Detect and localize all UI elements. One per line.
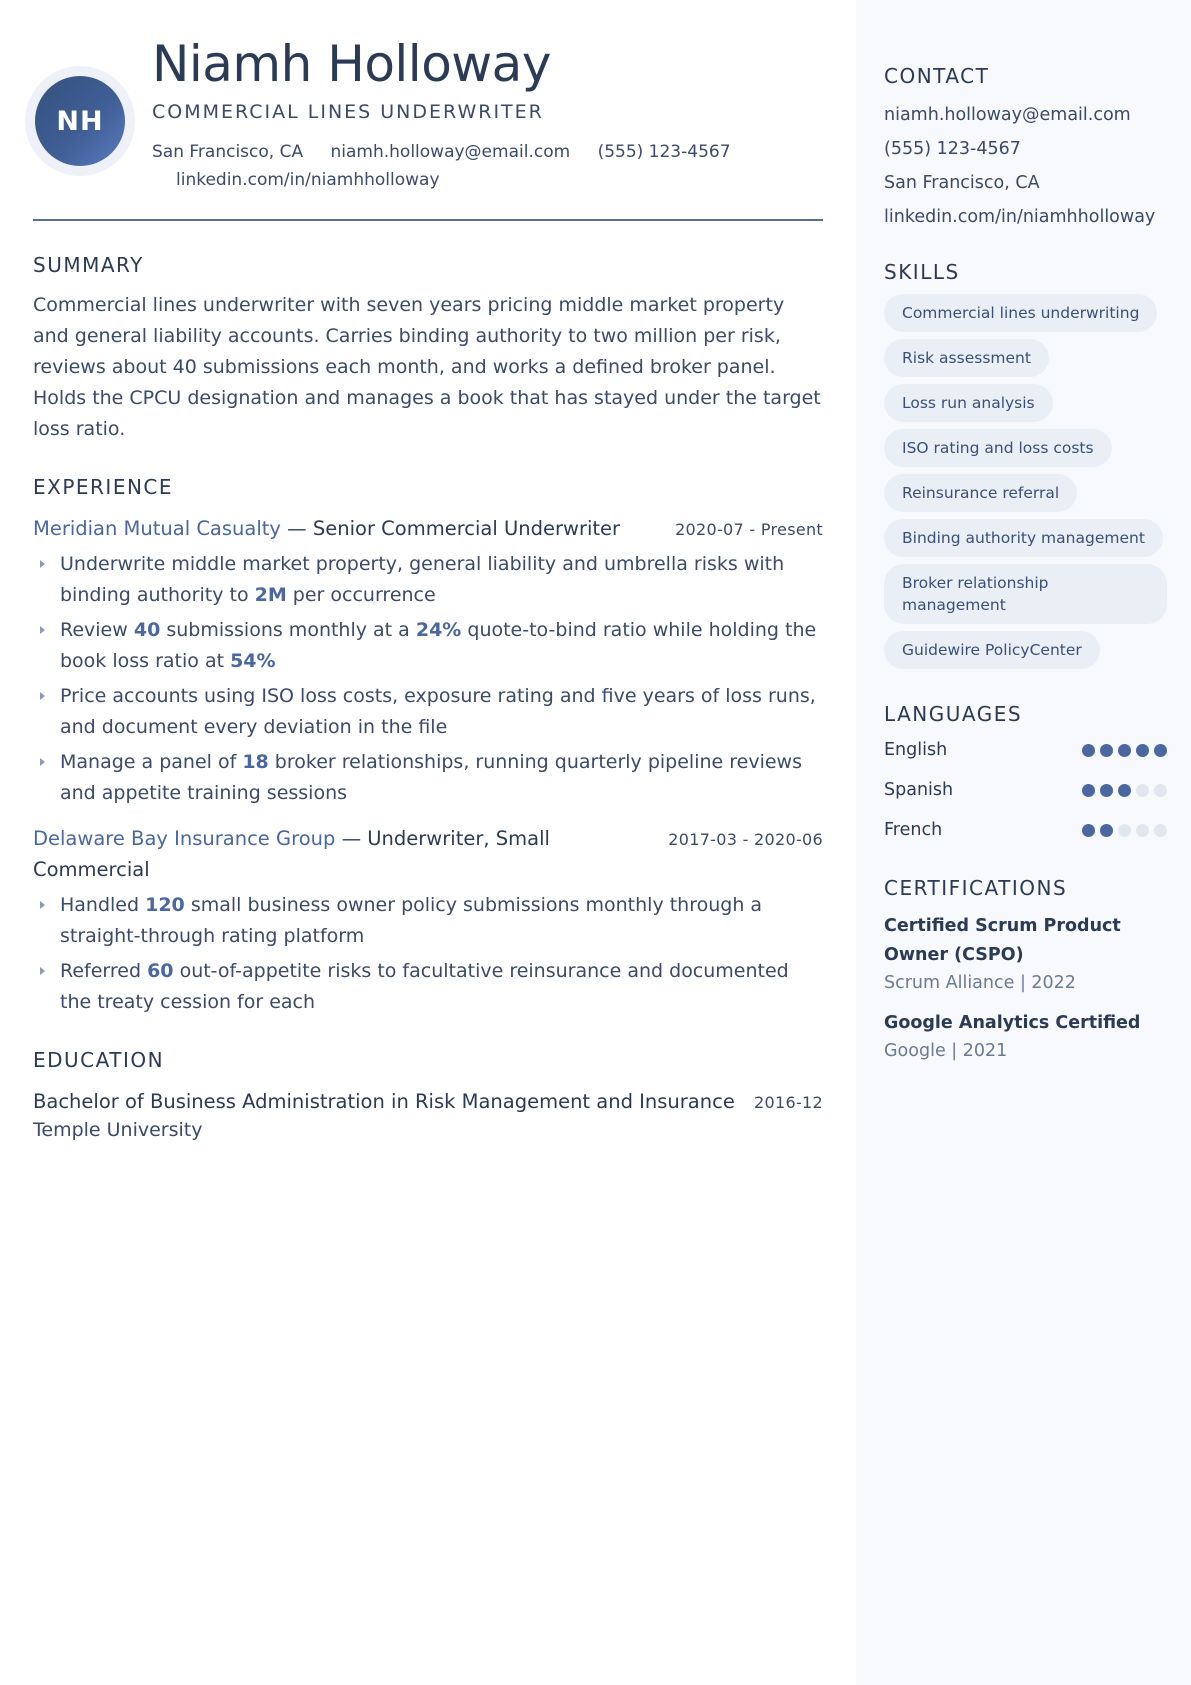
header-divider [33,219,823,221]
experience-list [33,513,823,1018]
summary-heading: SUMMARY [33,253,144,277]
proficiency-dot-empty [1136,784,1149,797]
skill-chip: Loss run analysis [884,384,1053,422]
bullet-text: submissions monthly at a [160,619,416,641]
languages-list [884,730,1167,850]
header-linkedin[interactable]: linkedin.com/in/niamhholloway [176,170,440,190]
skill-row [884,519,1167,564]
skill-row [884,564,1167,631]
job-title [33,823,633,885]
job-bullets [33,549,823,809]
header-phone[interactable]: (555) 123-4567 [597,142,731,162]
highlight-metric: 18 [242,751,269,773]
bullet-item [33,890,823,952]
proficiency-dot-filled [1100,824,1113,837]
summary-text: Commercial lines underwriter with seven years pricing middle market property and general liability accounts. Carries binding authority to two million per risk, reviews about 40 submissions each month, and works a defined broker panel. Holds the CPCU designation and manages a book that has stayed under the target loss ratio. [33,294,821,440]
highlight-metric: 54% [230,650,276,672]
skill-row [884,384,1167,429]
job-bullets [33,890,823,1018]
proficiency-dot-filled [1100,744,1113,757]
proficiency-dot-filled [1082,744,1095,757]
highlight-metric: 24% [415,619,462,641]
skill-row [884,429,1167,474]
sidebar-linkedin[interactable]: linkedin.com/in/niamhholloway [884,207,1156,227]
bullet-text: quote-to-bind ratio while holding the book loss ratio at [60,619,817,672]
candidate-name: Niamh Holloway [152,35,551,93]
header [33,34,823,192]
highlight-metric: 60 [147,960,174,982]
job-title [33,513,620,544]
skills-list [884,294,1167,676]
certification-title: Certified Scrum Product Owner (CSPO) [884,916,1121,965]
bullet-text: Price accounts using ISO loss costs, exposure rating and five years of loss runs, and document every deviation in the file [60,685,816,738]
position-title: Underwriter, Small Commercial [33,827,550,881]
highlight-metric: 120 [145,894,185,916]
proficiency-dots [1082,744,1167,757]
skill-chip: Broker relationship management [884,564,1167,624]
language-name: French [884,820,943,840]
proficiency-dot-filled [1118,784,1131,797]
proficiency-dot-filled [1082,824,1095,837]
sidebar-location: San Francisco, CA [884,173,1040,193]
job-role: COMMERCIAL LINES UNDERWRITER [152,101,544,123]
bullet-text: Referred [60,960,148,982]
contact-heading: CONTACT [884,64,990,88]
bullet-text: Manage a panel of [60,751,243,773]
proficiency-dots [1082,824,1167,837]
bullet-item [33,615,823,677]
language-row [884,810,1167,850]
sidebar-phone[interactable]: (555) 123-4567 [884,139,1021,159]
bullet-text: Underwrite middle market property, general liability and umbrella risks with binding authority to [60,553,785,606]
language-row [884,770,1167,810]
certifications-block [884,876,1167,1065]
bullet-text: broker relationships, running quarterly pipeline reviews and appetite training sessions [60,751,802,804]
skill-chip: Reinsurance referral [884,474,1077,512]
proficiency-dot-filled [1118,744,1131,757]
certification-item [884,1009,1167,1065]
certifications-heading: CERTIFICATIONS [884,876,1068,900]
certification-item [884,912,1167,997]
bullet-text: out-of-appetite risks to facultative reinsurance and documented the treaty cession for each [60,960,789,1013]
skill-chip: Binding authority management [884,519,1163,557]
education-entry [33,1088,823,1116]
proficiency-dot-filled [1136,744,1149,757]
company-name: Meridian Mutual Casualty [33,517,281,540]
skill-chip: Commercial lines underwriting [884,294,1157,332]
job-header [33,513,823,544]
bullet-item [33,747,823,809]
job-dates: 2017-03 - 2020-06 [668,830,823,849]
proficiency-dot-filled [1082,784,1095,797]
skills-block [884,260,1167,676]
contact-block [884,64,1167,234]
language-row [884,730,1167,770]
bullet-text: small business owner policy submissions monthly through a straight-through rating platform [60,894,763,947]
bullet-text: per occurrence [286,584,436,606]
header-location: San Francisco, CA [152,142,304,162]
languages-heading: LANGUAGES [884,702,1023,726]
header-email[interactable]: niamh.holloway@email.com [330,142,571,162]
language-name: English [884,740,948,760]
sidebar [856,0,1191,1685]
skill-row [884,631,1167,676]
title-separator: — [280,517,313,540]
proficiency-dot-empty [1154,784,1167,797]
company-name: Delaware Bay Insurance Group [33,827,336,850]
bullet-text: Handled [60,894,146,916]
job-dates: 2020-07 - Present [675,520,823,539]
skills-heading: SKILLS [884,260,960,284]
highlight-metric: 40 [133,619,161,641]
title-separator: — [335,827,368,850]
avatar-ring [25,66,135,176]
proficiency-dot-empty [1154,824,1167,837]
job-header [33,823,823,885]
bullet-item [33,549,823,611]
certification-issuer: Scrum Alliance | 2022 [884,973,1076,993]
header-contact-row [152,140,753,164]
bullet-text: Review [60,619,134,641]
experience-heading: EXPERIENCE [33,475,174,499]
bullet-item [33,956,823,1018]
certification-title: Google Analytics Certified [884,1013,1141,1033]
skill-row [884,339,1167,384]
skill-chip: Guidewire PolicyCenter [884,631,1100,669]
education-heading: EDUCATION [33,1048,165,1072]
language-name: Spanish [884,780,954,800]
position-title: Senior Commercial Underwriter [312,517,621,540]
school: Temple University [33,1119,203,1141]
degree: Bachelor of Business Administration in Risk Management and Insurance [33,1090,735,1113]
proficiency-dot-empty [1118,824,1131,837]
proficiency-dots [1082,784,1167,797]
skill-chip: Risk assessment [884,339,1049,377]
proficiency-dot-empty [1136,824,1149,837]
proficiency-dot-filled [1100,784,1113,797]
avatar: NH [35,76,125,166]
education-date: 2016-12 [754,1093,823,1112]
header-text [152,34,753,192]
bullet-item [33,681,823,743]
skill-row [884,474,1167,519]
certification-issuer: Google | 2021 [884,1041,1008,1061]
proficiency-dot-filled [1154,744,1167,757]
sidebar-email[interactable]: niamh.holloway@email.com [884,105,1131,125]
languages-block [884,702,1167,850]
highlight-metric: 2M [254,584,287,606]
certifications-list [884,912,1167,1065]
skill-row [884,294,1167,339]
skill-chip: ISO rating and loss costs [884,429,1112,467]
